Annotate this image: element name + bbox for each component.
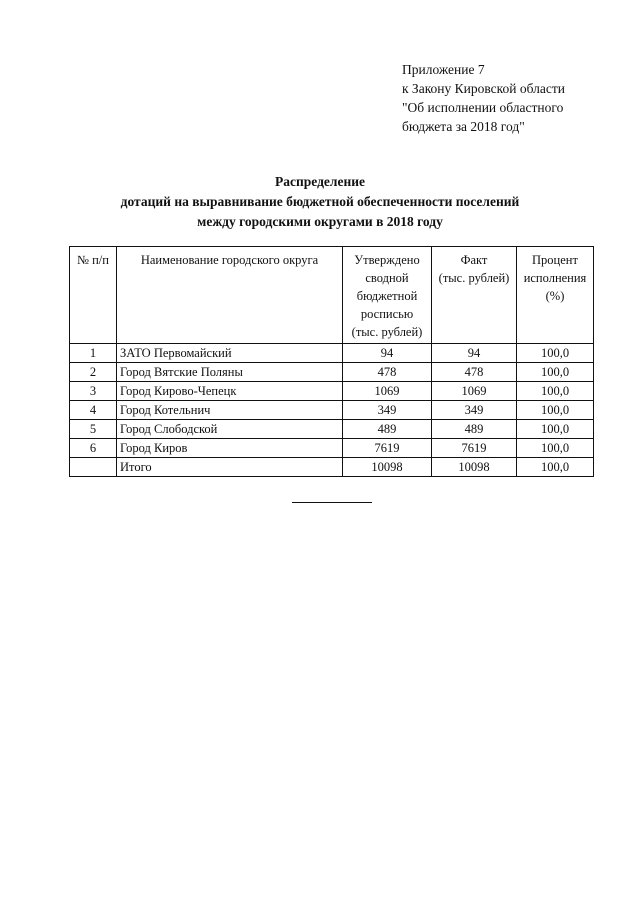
- header-percent-line: исполнения: [523, 271, 587, 285]
- appendix-line: к Закону Кировской области: [402, 81, 566, 96]
- appendix-line: Приложение 7: [402, 62, 485, 77]
- end-divider: [292, 502, 372, 503]
- header-approved-line: росписью: [360, 307, 414, 321]
- table-row: [70, 344, 594, 363]
- header-approved-line: Утверждено: [354, 253, 420, 267]
- cell-fact: 10098: [432, 458, 517, 477]
- appendix-block: [402, 60, 565, 136]
- cell-percent: 100,0: [517, 420, 594, 439]
- cell-fact: 489: [432, 420, 517, 439]
- cell-approved: 349: [343, 401, 432, 420]
- cell-name: Город Кирово-Чепецк: [117, 382, 343, 401]
- title-line: Распределение: [274, 174, 366, 189]
- cell-num: 4: [70, 401, 117, 420]
- cell-percent: 100,0: [517, 458, 594, 477]
- cell-approved: 489: [343, 420, 432, 439]
- header-fact: [432, 247, 517, 344]
- header-percent-line: (%): [545, 289, 565, 303]
- title-line: дотаций на выравнивание бюджетной обеспеченности поселений: [120, 194, 520, 209]
- budget-table: [69, 246, 594, 477]
- title-line: между городскими округами в 2018 году: [197, 214, 443, 229]
- cell-approved: 7619: [343, 439, 432, 458]
- table-row: [70, 420, 594, 439]
- cell-percent: 100,0: [517, 344, 594, 363]
- cell-num: 2: [70, 363, 117, 382]
- appendix-line: бюджета за 2018 год": [402, 119, 525, 134]
- table-row: [70, 382, 594, 401]
- header-percent: [517, 247, 594, 344]
- document-title: [0, 172, 640, 232]
- cell-num: [70, 458, 117, 477]
- cell-percent: 100,0: [517, 382, 594, 401]
- header-fact-line: Факт: [460, 253, 488, 267]
- cell-percent: 100,0: [517, 401, 594, 420]
- header-approved-line: сводной: [365, 271, 409, 285]
- cell-approved: 1069: [343, 382, 432, 401]
- header-percent-line: Процент: [532, 253, 578, 267]
- cell-num: 3: [70, 382, 117, 401]
- cell-name: Итого: [117, 458, 343, 477]
- cell-num: 5: [70, 420, 117, 439]
- cell-name: Город Киров: [117, 439, 343, 458]
- appendix-line: "Об исполнении областного: [402, 100, 564, 115]
- cell-approved: 94: [343, 344, 432, 363]
- cell-name: Город Слободской: [117, 420, 343, 439]
- header-fact-line: (тыс. рублей): [438, 271, 510, 285]
- table-row: [70, 401, 594, 420]
- cell-name: ЗАТО Первомайский: [117, 344, 343, 363]
- table-total-row: [70, 458, 594, 477]
- cell-fact: 1069: [432, 382, 517, 401]
- cell-num: 1: [70, 344, 117, 363]
- header-name: Наименование городского округа: [117, 247, 343, 344]
- table-row: [70, 363, 594, 382]
- cell-fact: 478: [432, 363, 517, 382]
- cell-fact: 94: [432, 344, 517, 363]
- cell-percent: 100,0: [517, 363, 594, 382]
- table-header-row: [70, 247, 594, 344]
- header-approved: [343, 247, 432, 344]
- header-approved-line: (тыс. рублей): [351, 325, 423, 339]
- table-row: [70, 439, 594, 458]
- cell-approved: 478: [343, 363, 432, 382]
- cell-name: Город Котельнич: [117, 401, 343, 420]
- cell-approved: 10098: [343, 458, 432, 477]
- cell-fact: 7619: [432, 439, 517, 458]
- cell-fact: 349: [432, 401, 517, 420]
- cell-name: Город Вятские Поляны: [117, 363, 343, 382]
- header-num: № п/п: [70, 247, 117, 344]
- cell-percent: 100,0: [517, 439, 594, 458]
- header-approved-line: бюджетной: [356, 289, 418, 303]
- cell-num: 6: [70, 439, 117, 458]
